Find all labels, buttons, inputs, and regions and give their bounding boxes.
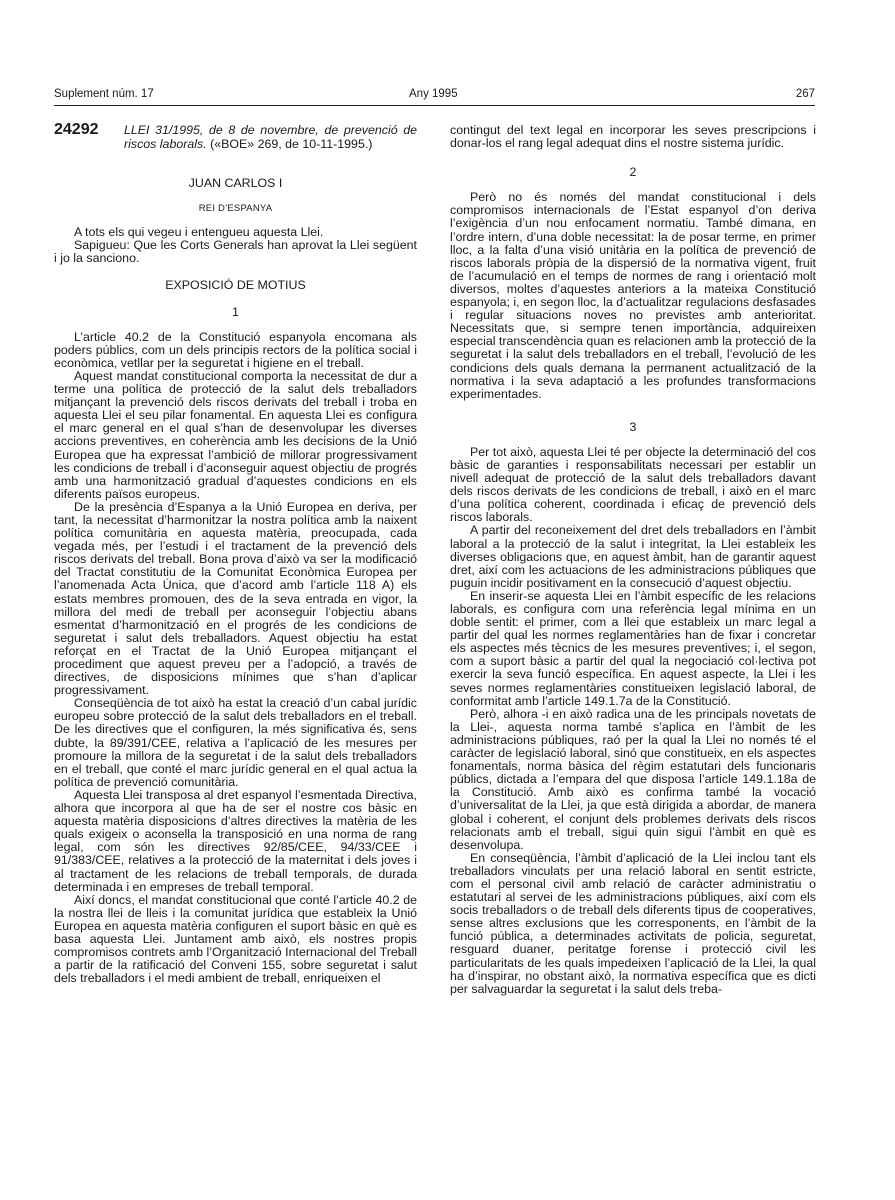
section-number-2: 2 [629,165,637,180]
law-heading [54,121,417,151]
page-header [54,88,815,106]
law-title [124,124,417,151]
paragraph: Però no és només del mandat constitucional i dels compromisos internacionals de l’Estat espanyol d’on deriva l’exigència d’un nou enfocament normatiu. També dimana, en l’ordre intern, d’una doble necessitat: la de posar terme, en primer lloc, a la falta d’una visió unitària en la política de prevenció de riscos laborals pròpia de la dispersió de la normativa vigent, fruit de l’acumulació en el temps de normes de rang i orientació molt diversos, moltes d’aquestes anteriors a la mateixa Constitució espanyola; i, en segon lloc, la d’actualitzar regulacions desfasades i regular situacions noves no previstes amb anterioritat. Necessitats que, si sempre tenen importància, adquireixen especial transcendència quan es relacionen amb la protecció de la seguretat i la salut dels treballadors en el treball, l’evolució de les condicions dels quals demana la permanent actualització de la normativa i la seva adaptació a les profundes transformacions experimentades. [450,190,816,401]
paragraph: A partir del reconeixement del dret dels treballadors en l’àmbit laboral a la protecció de la salut i integritat, la Llei estableix les diverses obligacions que, en aquest àmbit, han de garantir aquest dret, així com les actuacions de les administracions públiques que puguin incidir positivament en la consecució d’aquest objectiu. [450,523,816,590]
section-number-3: 3 [629,419,637,434]
law-title-boe: («BOE» 269, de 10-11-1995.) [206,136,373,151]
paragraph-continued: contingut del text legal en incorporar les seves prescripcions i donar-los el rang legal adequat dins el nostre sistema jurídic. [450,123,816,151]
header-year: Any 1995 [409,88,458,100]
intro-line: Sapigueu: Que les Corts Generals han aprovat la Llei següent i jo la sanciono. [54,238,417,266]
paragraph: Aquest mandat constitucional comporta la necessitat de dur a terme una política de protecció de la salut dels treballadors mitjançant la prevenció dels riscos derivats del treball i troba en aquesta Llei el seu pilar fonamental. En aquesta Llei es configura el marc general en el qual s’han de desenvolupar les diverses accions preventives, en coherència amb les decisions de la Unió Europea que ha expressat l’ambició de millorar progressivament les condicions de treball i d’aconseguir aquest objectiu de progrés amb una harmonització gradual d’aquestes condicions en els diferents països europeus. [54,368,417,501]
paragraph: L’article 40.2 de la Constitució espanyola encomana als poders públics, com un dels principis rectors de la política social i econòmica, vetllar per la seguretat i higiene en el treball. [54,329,417,370]
header-rule [54,105,815,106]
section-number-1: 1 [232,304,239,319]
king-name: JUAN CARLOS I [188,176,283,190]
exposicio-heading: EXPOSICIÓ DE MOTIUS [165,278,306,293]
law-title-italic: LLEI 31/1995, de 8 de novembre, de prevenció de riscos laborals. [124,123,417,151]
left-column [54,121,417,986]
paragraph: En conseqüència, l’àmbit d’aplicació de la Llei inclou tant els treballadors vinculats per una relació laboral en sentit estricte, com el personal civil amb relació de caràcter administratiu o estatutari al servei de les administracions públiques, així com els socis treballadors o de treball dels diferents tipus de cooperatives, sense altres exclusions que les corresponents, en l’àmbit de la funció pública, a determinades activitats de policia, seguretat, resguard duaner, peritatge forense i protecció civil les particularitats de les quals impedeixen l’aplicació de la Llei, la qual ha d’inspirar, no obstant això, la normativa específica que es dicti per salvaguardar la seguretat i la salut dels treba- [450,850,816,996]
king-title: REI D’ESPANYA [198,203,273,215]
law-number: 24292 [54,121,99,138]
paragraph: De la presència d’Espanya a la Unió Europea en deriva, per tant, la necessitat d’harmonitzar la nostra política amb la naixent política comunitària en aquesta matèria, preocupada, cada vegada més, per l’estudi i el tractament de la prevenció dels riscos derivats del treball. Bona prova d’això va ser la modificació del Tractat constitutiu de la Comunitat Econòmica Europea per l’anomenada Acta Única, que d’acord amb l’article 118 A) els estats membres promouen, des de la seva entrada en vigor, la millora del medi de treball per aconseguir l’objectiu abans esmentat d’harmonització en el progrés de les condicions de seguretat i salut dels treballadors. Aquest objectiu ha estat reforçat en el Tractat de la Unió Europea mitjançant el procediment que aquest preveu per a l’adopció, a través de directives, de disposicions mínimes que s’han d’aplicar progressivament. [54,499,417,698]
paragraph: Però, alhora -i en això radica una de les principals novetats de la Llei-, aquesta norma també s’aplica en l’àmbit de les administracions públiques, raó per la qual la Llei no només té el caràcter de legislació laboral, sinó que constitueix, en els aspectes fonamentals, norma bàsica del règim estatutari dels funcionaris públics, dictada a l’empara del que disposa l’article 149.1.18a de la Constitució. Amb això es confirma també la vocació d’universalitat de la Llei, ja que està dirigida a abordar, de manera global i coherent, el conjunt dels problemes derivats dels riscos relacionats amb el treball, sigui quin sigui l’àmbit en què es desenvolupa. [450,706,816,852]
paragraph: En inserir-se aquesta Llei en l’àmbit específic de les relacions laborals, es configura com una referència legal mínima en un doble sentit: el primer, com a llei que estableix un marc legal a partir del qual les normes reglamentàries han de fixar i concretar els aspectes més tècnics de les mesures preventives; i, el segon, com a suport bàsic a partir del qual la negociació col·lectiva pot exercir la seva funció específica. En aquest aspecte, la Llei i les seves normes reglamentàries constitueixen legislació laboral, de conformitat amb l’article 149.1.7a de la Constitució. [450,588,816,708]
intro-line: A tots els qui vegeu i entengueu aquesta Llei. [74,225,324,240]
paragraph: Així doncs, el mandat constitucional que conté l’article 40.2 de la nostra llei de lleis i la comunitat jurídica que estableix la Unió Europea en aquesta matèria configuren el suport bàsic en què es basa aquesta Llei. Juntament amb això, els nostres propis compromisos contrets amb l’Organització Internacional del Treball a partir de la ratificació del Conveni 155, sobre seguretat i salut dels treballadors i el medi ambient de treball, enriqueixen el [54,892,417,986]
right-column [450,124,816,996]
header-supplement: Suplement núm. 17 [54,88,154,100]
paragraph: Per tot això, aquesta Llei té per objecte la determinació del cos bàsic de garanties i responsabilitats necessari per establir un nivell adequat de protecció de la salut dels treballadors davant dels riscos derivats de les condicions de treball, i això en el marc d’una política coherent, coordinada i eficaç de prevenció dels riscos laborals. [450,444,816,525]
paragraph: Conseqüència de tot això ha estat la creació d’un cabal jurídic europeu sobre protecció de la salut dels treballadors en el treball. De les directives que el configuren, la més significativa és, sens dubte, la 89/391/CEE, relativa a l’aplicació de les mesures per promoure la millora de la seguretat i de la salut dels treballadors en el treball, que conté el marc jurídic general en el qual actua la política de prevenció comunitària. [54,696,417,789]
header-page-number: 267 [795,88,815,100]
paragraph: Aquesta Llei transposa al dret espanyol l’esmentada Directiva, alhora que incorpora al que ha de ser el nostre cos bàsic en aquesta matèria disposicions d’altres directives la matèria de les quals exigeix o aconsella la transposició en una norma de rang legal, com són les directives 92/85/CEE, 94/33/CEE i 91/383/CEE, relatives a la protecció de la maternitat i dels joves i al tractament de les relacions de treball temporals, de durada determinada i en empreses de treball temporal. [54,787,417,894]
